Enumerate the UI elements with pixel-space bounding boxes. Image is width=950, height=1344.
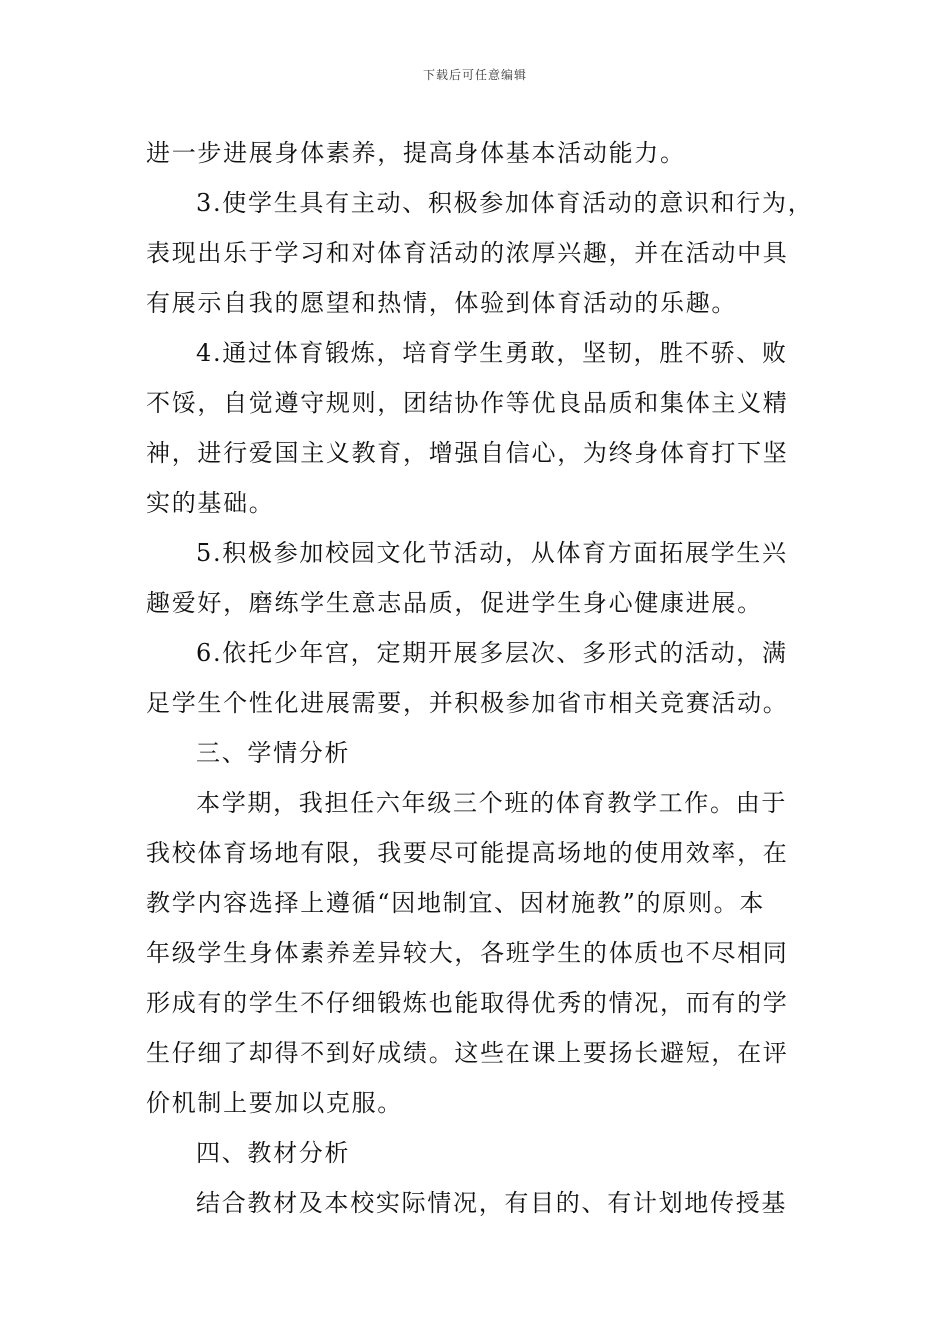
text-line: 表现出乐于学习和对体育活动的浓厚兴趣，并在活动中具	[146, 239, 789, 267]
text-line: 我校体育场地有限，我要尽可能提高场地的使用效率，在	[146, 839, 789, 867]
header-note: 下载后可任意编辑	[422, 68, 527, 82]
section-heading-3: 三、学情分析	[196, 739, 351, 767]
list-item-6: 6.依托少年宫，定期开展多层次、多形式的活动，满	[196, 639, 788, 667]
list-item-3: 3.使学生具有主动、积极参加体育活动的意识和行为，	[196, 189, 814, 217]
paragraph-start: 本学期，我担任六年级三个班的体育教学工作。由于	[196, 789, 788, 817]
text-line: 有展示自我的愿望和热情，体验到体育活动的乐趣。	[146, 289, 738, 317]
text-line: 生仔细了却得不到好成绩。这些在课上要扬长避短，在评	[146, 1039, 789, 1067]
text-line: 价机制上要加以克服。	[146, 1089, 403, 1117]
list-item-5: 5.积极参加校园文化节活动，从体育方面拓展学生兴	[196, 539, 788, 567]
section-heading-4: 四、教材分析	[196, 1139, 351, 1167]
text-line: 神，进行爱国主义教育，增强自信心，为终身体育打下坚	[146, 439, 789, 467]
text-line: 不馁，自觉遵守规则，团结协作等优良品质和集体主义精	[146, 389, 789, 417]
text-line: 年级学生身体素养差异较大，各班学生的体质也不尽相同	[146, 939, 789, 967]
list-item-4: 4.通过体育锻炼，培育学生勇敢，坚韧，胜不骄、败	[196, 339, 788, 367]
paragraph-start: 结合教材及本校实际情况，有目的、有计划地传授基	[196, 1189, 788, 1217]
text-line: 实的基础。	[146, 489, 275, 517]
text-line: 进一步进展身体素养，提高身体基本活动能力。	[146, 139, 686, 167]
text-line: 足学生个性化进展需要，并积极参加省市相关竞赛活动。	[146, 689, 789, 717]
document-body	[146, 128, 812, 1228]
text-line: 形成有的学生不仔细锻炼也能取得优秀的情况，而有的学	[146, 989, 789, 1017]
text-line: 教学内容选择上遵循“因地制宜、因材施教”的原则。本	[146, 889, 766, 917]
text-line: 趣爱好，磨练学生意志品质，促进学生身心健康进展。	[146, 589, 763, 617]
